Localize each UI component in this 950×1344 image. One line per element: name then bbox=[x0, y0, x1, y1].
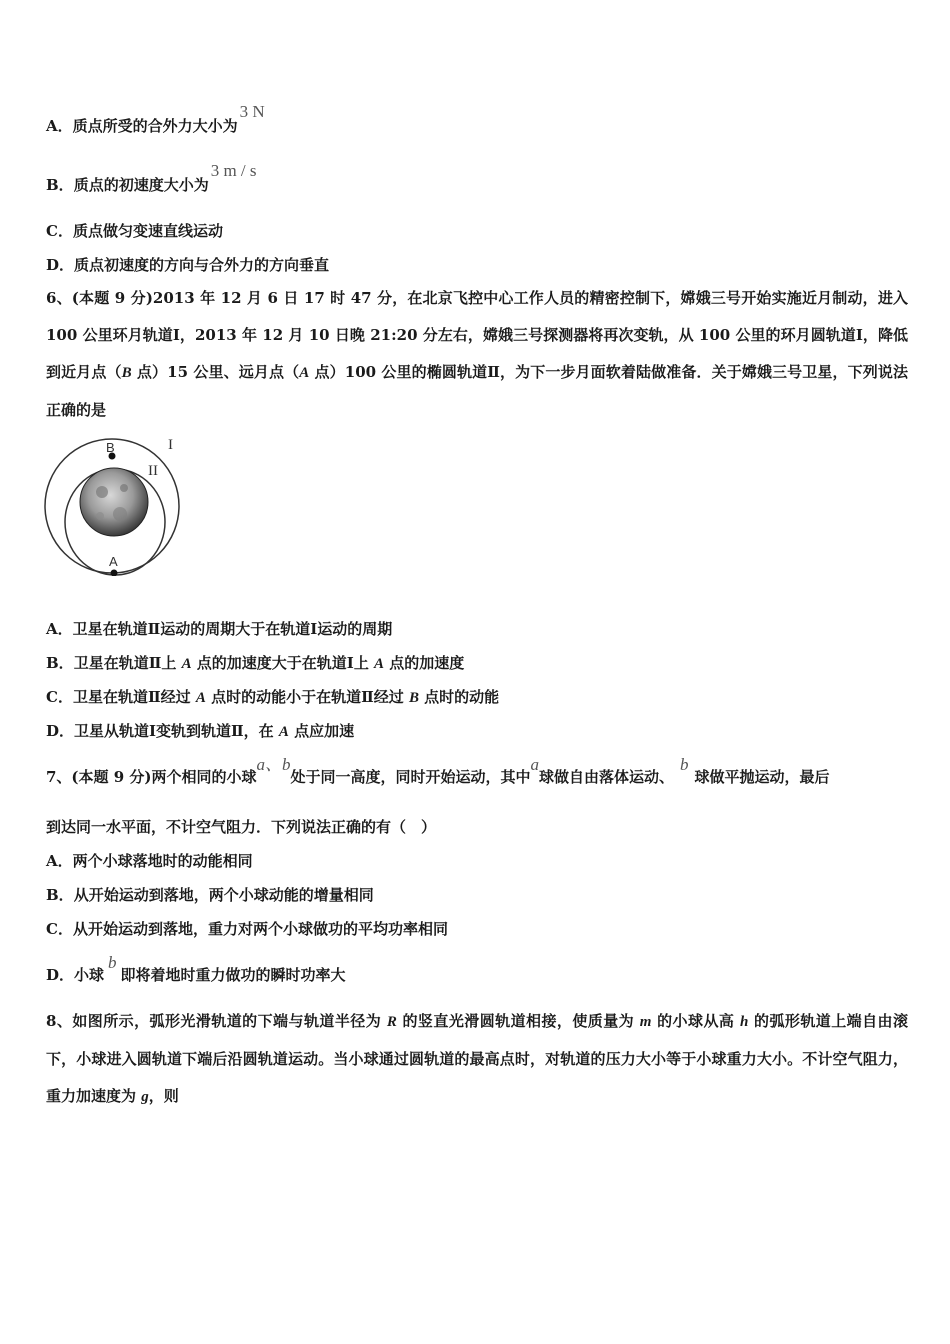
option-letter: B． bbox=[46, 654, 74, 672]
option-letter: A． bbox=[46, 852, 73, 870]
option-text: 卫星在轨道Ⅱ运动的周期大于在轨道Ⅰ运动的周期 bbox=[72, 620, 393, 638]
option-text: 从开始运动到落地，重力对两个小球做功的平均功率相同 bbox=[72, 920, 448, 938]
q8-text: 的竖直光滑圆轨道相接，使质量为 bbox=[396, 1012, 640, 1030]
q6-stem bbox=[46, 280, 908, 429]
option-text: 卫星从轨道Ⅰ变轨到轨道Ⅱ，在 bbox=[74, 722, 279, 740]
option-letter: D． bbox=[46, 722, 75, 740]
var-a: a bbox=[530, 755, 540, 774]
var-h: h bbox=[740, 1014, 749, 1030]
option-letter: A． bbox=[46, 620, 73, 638]
q7-stem-line-1 bbox=[46, 755, 830, 787]
q8-text: 的小球从高 bbox=[651, 1012, 740, 1030]
formula-3ms: 3 m / s bbox=[210, 161, 257, 180]
q7-option-c bbox=[46, 919, 448, 939]
label-orbit-2: II bbox=[148, 463, 158, 479]
var-a: a bbox=[256, 755, 266, 774]
q6-option-a bbox=[46, 619, 392, 639]
moon bbox=[80, 468, 148, 536]
option-text: 卫星在轨道Ⅱ经过 bbox=[72, 688, 196, 706]
q7-stem-line-2: 到达同一水平面，不计空气阻力．下列说法正确的有（ ） bbox=[46, 818, 437, 836]
q8-text: ，则 bbox=[148, 1087, 179, 1105]
option-text: 质点的初速度大小为 bbox=[73, 176, 209, 194]
q8-text: 8、如图所示，弧形光滑轨道的下端与轨道半径为 bbox=[46, 1012, 387, 1030]
option-letter: B． bbox=[46, 176, 74, 194]
option-text: 从开始运动到落地，两个小球动能的增量相同 bbox=[73, 886, 374, 904]
q7-option-d bbox=[46, 953, 346, 985]
q7-text: 7、(本题 9 分)两个相同的小球 bbox=[46, 768, 257, 786]
q7-option-a bbox=[46, 851, 253, 871]
point-b: B bbox=[121, 365, 132, 381]
option-text: 质点初速度的方向与合外力的方向垂直 bbox=[74, 256, 330, 274]
option-letter: C． bbox=[46, 688, 73, 706]
option-text: 质点所受的合外力大小为 bbox=[72, 117, 238, 135]
q8-text: 的弧形轨道上端自由滚下，小球进入圆轨道下端后沿圆轨道运动。当小球通过圆轨道的最高点时，对轨道的压力大小等于小球重力大小。不计空气阻力，重力加速度为 bbox=[46, 1012, 908, 1105]
separator: 、 bbox=[265, 755, 283, 774]
var-r: R bbox=[386, 1014, 397, 1030]
moon-crater bbox=[120, 484, 128, 492]
option-text: 两个小球落地时的动能相同 bbox=[72, 852, 253, 870]
moon-crater bbox=[113, 507, 127, 521]
orbit-diagram bbox=[42, 430, 188, 576]
label-orbit-1: I bbox=[168, 437, 173, 453]
q6-stem-part: 点）100 公里的椭圆轨道Ⅱ，为下一步月面软着陆做准备．关于嫦娥三号卫星，下列说法正确的是 bbox=[46, 363, 908, 419]
point-a: A bbox=[195, 690, 206, 706]
option-letter: D． bbox=[46, 966, 75, 984]
option-text: 点的加速度 bbox=[384, 654, 465, 672]
q7-text: 球做平抛运动，最后 bbox=[694, 768, 830, 786]
q8-stem bbox=[46, 1003, 908, 1116]
q5-option-a bbox=[46, 102, 265, 136]
point-b: B bbox=[408, 690, 419, 706]
q6-option-c bbox=[46, 687, 499, 708]
q6-option-b bbox=[46, 653, 464, 674]
point-a-dot bbox=[111, 570, 118, 577]
option-letter: C． bbox=[46, 222, 73, 240]
point-a: A bbox=[181, 656, 192, 672]
formula-3n: 3 N bbox=[239, 102, 265, 121]
option-letter: C． bbox=[46, 920, 73, 938]
option-text: 点时的动能小于在轨道Ⅱ经过 bbox=[205, 688, 409, 706]
q7-text: 处于同一高度，同时开始运动，其中 bbox=[290, 768, 531, 786]
q6-stem-part: 6、(本题 9 分)2013 年 12 月 6 日 17 时 47 分，在北京飞控中心工作人员的精密控制下，嫦娥三号开始实施近月制动，进入 100 公里环月轨道Ⅰ，2013 年 12 月 10 日晚 21:20 分左右，嫦娥三号探测器将再次变轨，从 100 公里的环月圆轨道Ⅰ，降低到近月点（ bbox=[46, 289, 908, 381]
option-letter: A． bbox=[46, 117, 73, 135]
var-g: g bbox=[141, 1089, 149, 1105]
option-letter: D． bbox=[46, 256, 75, 274]
option-text: 点应加速 bbox=[288, 722, 355, 740]
q5-option-d bbox=[46, 255, 329, 275]
q5-option-b bbox=[46, 161, 257, 195]
q7-text: 球做自由落体运动、 bbox=[539, 768, 675, 786]
var-b: b bbox=[680, 755, 689, 774]
var-b: b bbox=[108, 953, 117, 972]
q6-option-d bbox=[46, 721, 354, 742]
q6-stem-part: 点）15 公里、远月点（ bbox=[131, 363, 300, 381]
point-a: A bbox=[374, 656, 385, 672]
option-text: 即将着地时重力做功的瞬时功率大 bbox=[120, 966, 346, 984]
var-m: m bbox=[639, 1014, 652, 1030]
var-b: b bbox=[282, 755, 291, 774]
option-text: 点的加速度大于在轨道Ⅰ上 bbox=[191, 654, 375, 672]
option-text: 质点做匀变速直线运动 bbox=[72, 222, 223, 240]
point-a: A bbox=[278, 724, 289, 740]
label-b: B bbox=[106, 440, 115, 455]
q7-option-b bbox=[46, 885, 374, 905]
moon-crater bbox=[96, 486, 108, 498]
option-text: 小球 bbox=[74, 966, 105, 984]
moon-crater bbox=[96, 512, 104, 520]
option-letter: B． bbox=[46, 886, 74, 904]
option-text: 卫星在轨道Ⅱ上 bbox=[73, 654, 182, 672]
option-text: 点时的动能 bbox=[418, 688, 500, 706]
q5-option-c bbox=[46, 221, 223, 241]
point-a: A bbox=[299, 365, 310, 381]
label-a: A bbox=[109, 554, 118, 569]
